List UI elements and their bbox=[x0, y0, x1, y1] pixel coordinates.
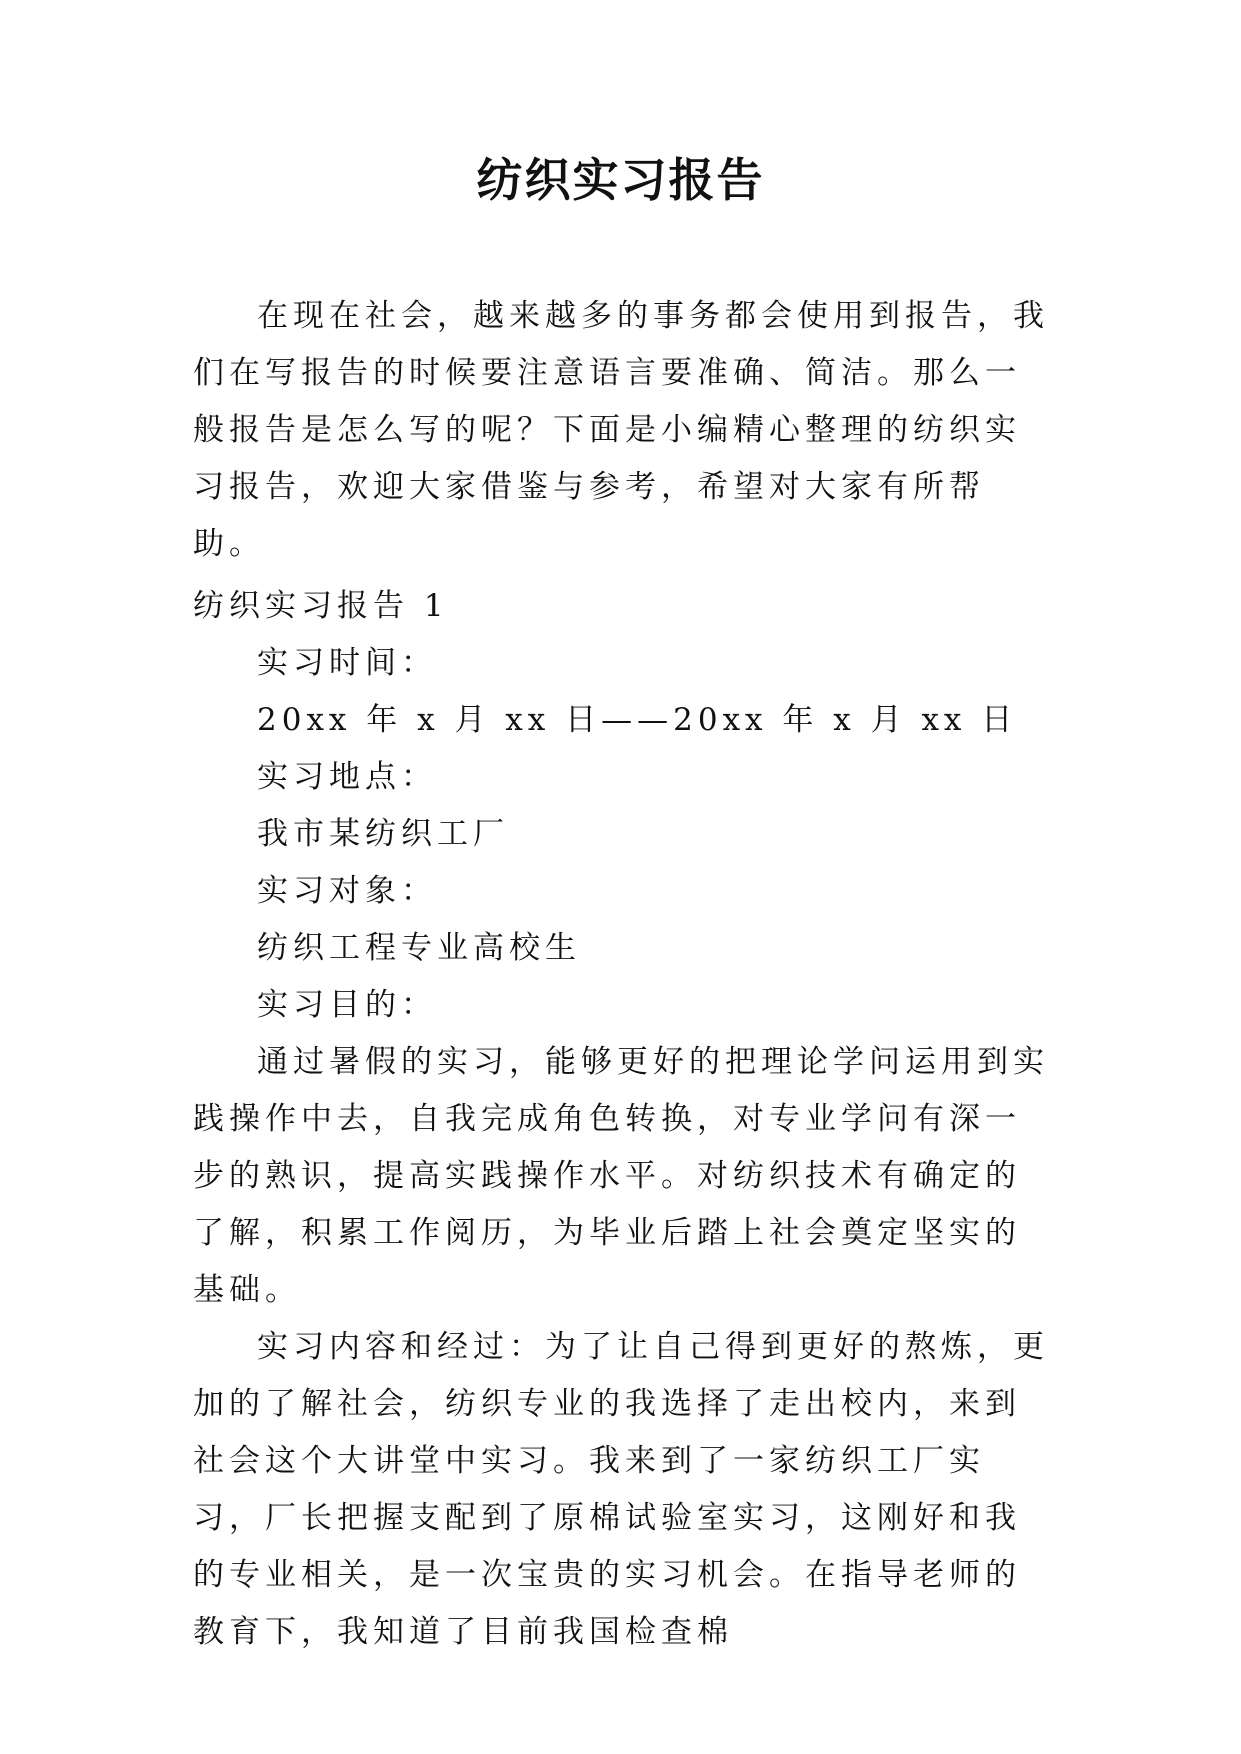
report-section bbox=[193, 578, 1055, 1661]
purpose-paragraph: 通过暑假的实习，能够更好的把理论学问运用到实践操作中去，自我完成角色转换，对专业学问有深一步的熟识，提高实践操作水平。对纺织技术有确定的了解，积累工作阅历，为毕业后踏上社会奠定坚实的基础。 bbox=[193, 1044, 1049, 1308]
content-paragraph: 实习内容和经过：为了让自己得到更好的熬炼，更加的了解社会，纺织专业的我选择了走出校内，来到社会这个大讲堂中实习。我来到了一家纺织工厂实习，厂长把握支配到了原棉试验室实习，这刚好和我的专业相关，是一次宝贵的实习机会。在指导老师的教育下，我知道了目前我国检查棉 bbox=[193, 1329, 1049, 1650]
document-title: 纺织实习报告 bbox=[476, 153, 765, 207]
section-heading: 纺织实习报告 1 bbox=[193, 588, 449, 624]
time-label: 实习时间： bbox=[257, 645, 437, 681]
time-value: 20xx 年 x 月 xx 日——20xx 年 x 月 xx 日 bbox=[257, 702, 1018, 738]
object-label: 实习对象： bbox=[257, 873, 437, 909]
object-value: 纺织工程专业高校生 bbox=[257, 930, 581, 966]
intro-section bbox=[193, 288, 1055, 573]
place-label: 实习地点： bbox=[257, 759, 437, 795]
intro-paragraph: 在现在社会，越来越多的事务都会使用到报告，我们在写报告的时候要注意语言要准确、简洁。那么一般报告是怎么写的呢？下面是小编精心整理的纺织实习报告，欢迎大家借鉴与参考，希望对大家有所帮助。 bbox=[193, 298, 1049, 562]
purpose-label: 实习目的： bbox=[257, 987, 437, 1023]
place-value: 我市某纺织工厂 bbox=[257, 816, 509, 852]
